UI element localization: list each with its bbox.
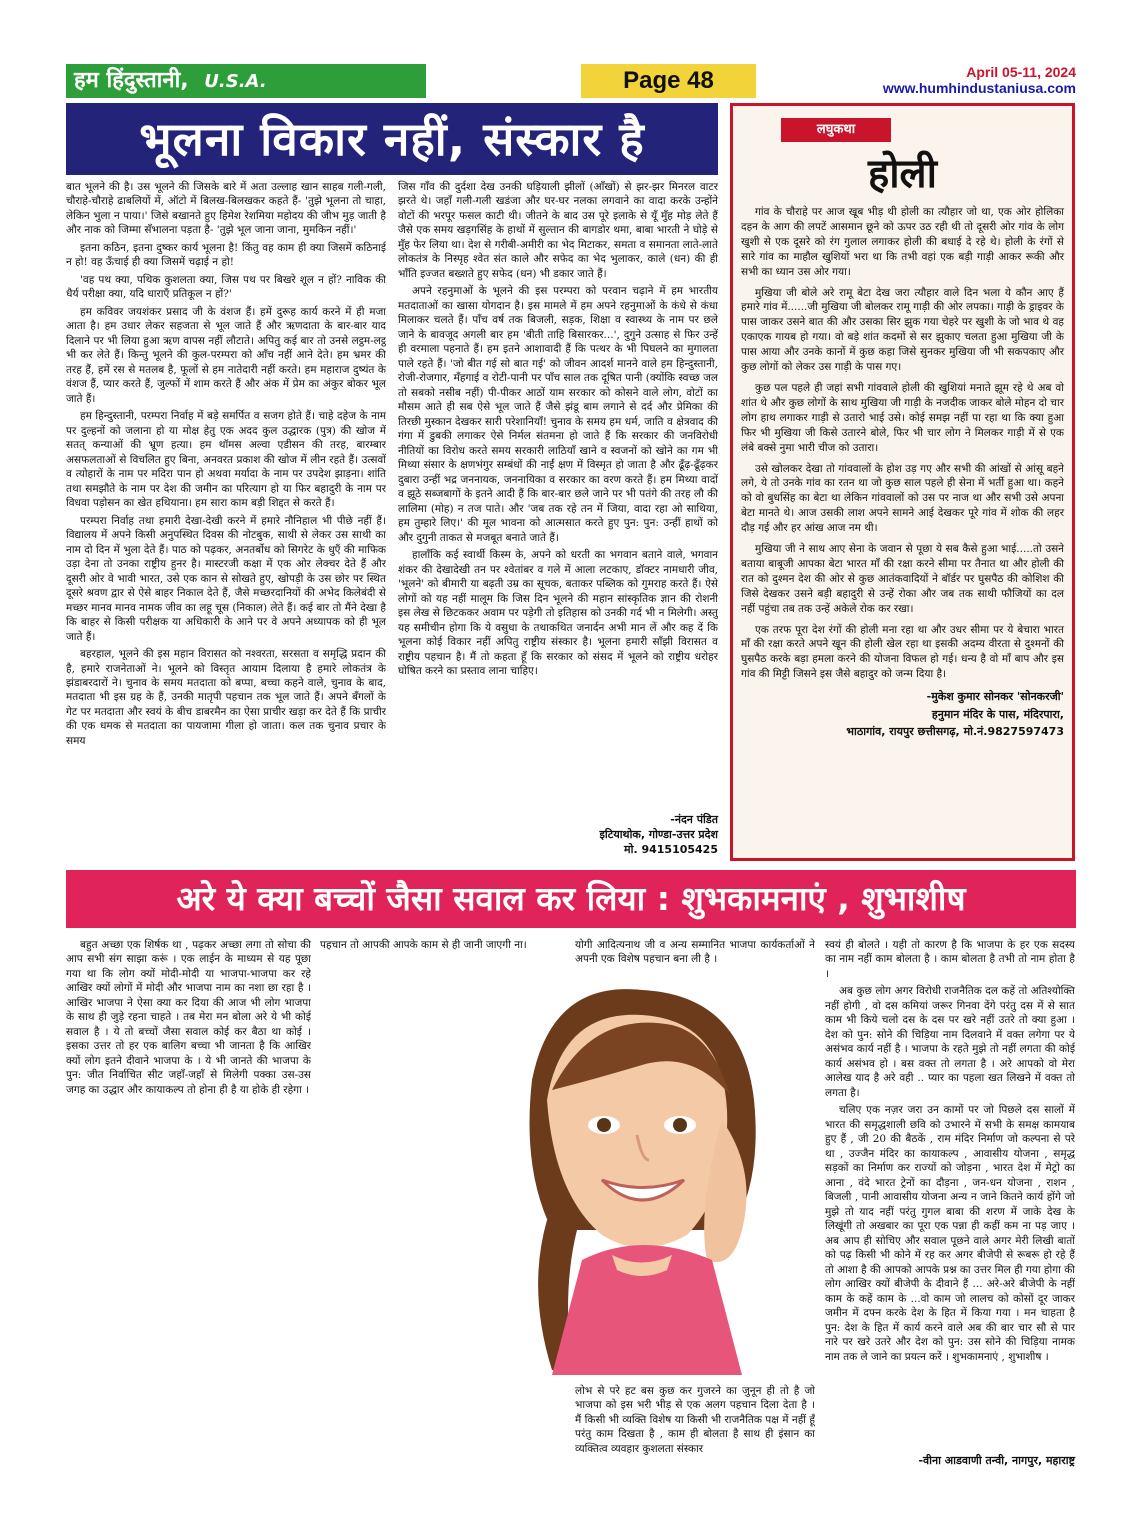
article-2-column-3-bottom xyxy=(575,1384,815,1468)
masthead xyxy=(66,64,1076,102)
brand-suffix: U.S.A. xyxy=(204,71,267,92)
article-2-column-4 xyxy=(825,938,1075,1453)
website-link[interactable]: www.humhindustaniusa.com xyxy=(882,80,1076,96)
paragraph: हालाँकि कई स्वार्थी किस्म के, अपने को धरती का भगवान बताने वाले, भगवान शंकर की देखादेखी तन पर श्वेतांबर व गले में आला लटकाए, डॉक्टर नामधारी जीव, 'भूलने' को बीमारी या बढ़ती उम्र का सूचक, बताकर पब्लिक को गुमराह करते हैं। ऐसे लोगों को यह नहीं मालूम कि जिस दिन भूलने की महान सांस्कृतिक ज्ञान की रोशनी इस लेख से छिटककर अवाम पर पड़ेगी तो इतिहास को उनकी गर्द भी न मिलेगी। अस्तु यह समीचीन होगा कि ये वसुधा के तथाकथित जनार्दन अभी मान लें और कह दें कि भूलना कोई विकार नहीं अपितु राष्ट्रीय संस्कार है। भूलना हमारी साँझी विरासत व राष्ट्रीय पहचान है। मैं तो कहता हूँ कि सरकार को संसद में भूलने को राष्ट्रीय धरोहर घोषित करने का प्रस्ताव लाना चाहिए। xyxy=(398,549,718,677)
paragraph: गांव के चौराहे पर आज खूब भीड़ थी होली का त्यौहार जो था, एक ओर होलिका दहन के आग की लपटें आसमान छूने को ऊपर उठ रही थी तो दूसरी ओर गांव के लोग खुशी से एक दूसरे को रंग गुलाल लगाकर होली की बधाई दे रहे थे। होली के रंगों से सारे गांव का माहौल खुशियों भरा था कि तभी वहां एक बड़ी गाड़ी आकर रूकी और सभी का ध्यान उस ओर गया। xyxy=(741,206,1064,278)
story-title: होली xyxy=(867,151,938,197)
paragraph: स्वयं ही बोलते । यही तो कारण है कि भाजपा के हर एक सदस्य का नाम नहीं काम बोलता है । काम बोलता है तभी तो नाम होता है । xyxy=(825,939,1075,980)
paragraph: 'वह पथ क्या, पथिक कुशलता क्या, जिस पथ पर बिखरे शूल न हों? नाविक की धैर्य परीक्षा क्या, यदि धाराएँ प्रतिकूल न हों?' xyxy=(66,273,386,301)
article-2-column-1 xyxy=(66,938,311,1468)
paragraph: जिस गाँव की दुर्दशा देख उनकी घड़ियाली झीलों (आँखों) से झर-झर मिनरल वाटर झरते थे। जहाँ गली-गली खडंजा और घर-घर नलका लगवाने का वादा करके उन्होंने वोटों की भरपूर फसल काटी थी। जीतने के बाद उस पूरे इलाके से यूँ मुँह मोड़ लेते हैं जैसे एक समय खड़गसिंह के हाथों में सुल्तान की बागडोर थमा, बाबा भारती ने घोड़े से मुँह फेर लिया था। देश से गरीबी-अमीरी का भेद मिटाकर, समता व समानता लाते-लाते लोकतंत्र के निस्पृह श्वेत संत काले और सफेद का भेद भुलाकर, काले (धन) की ही भाँति इज्जत बख्शते हुए सफेद (धन) भी डकार जाते हैं। xyxy=(398,181,718,280)
paragraph: हम कविवर जयशंकर प्रसाद जी के वंशज हैं। हमें दुरूह कार्य करने में ही मजा आता है। हम उधार लेकर सहजता से भूल जाते हैं और ऋणदाता के बार-बार याद दिलाने पर भी लिया हुआ ऋण वापस नहीं लौटाते। अपितु कई बार तो उनसे लट्ठम-लट्ठ भी कर लेते हैं। किन्तु भूलने की कुल-परम्परा को आँच नहीं आने देते। हम भ्रमर की तरह हैं, हमें रस से मतलब है, फूलों से हम नातेदारी नहीं करते। हम महाराज दुष्यंत के वंशज हैं, प्यार करते हैं, जुल्फों में शाम करते हैं और अंक में प्रेम का अंकुर बोकर भूल जाते हैं। xyxy=(66,305,386,405)
article-2-byline: -वीना आडवाणी तन्वी, नागपुर, महाराष्ट्र xyxy=(918,1454,1075,1467)
issue-date: April 05-11, 2024 xyxy=(966,64,1076,80)
paragraph: हम हिन्दुस्तानी, परम्परा निर्वाह में बड़े समर्पित व सजग होते हैं। चाहे दहेज के नाम पर दुल्हनों को जलाना हो या मोक्ष हेतु एक अदद कुल उद्धारक (पुत्र) की खोज में सतत् कन्याओं की भ्रूण हत्या। हम थॉमस अल्वा एडीसन की तरह, बारम्बार असफलताओं से विचलित हुए बिना, अनवरत प्रकाश की खोज में लीन रहते हैं। उत्सवों व त्योहारों के नाम पर मदिरा पान हो अथवा मर्यादा के नाम पर उपदेश झाड़ना। शांति तथा समझौते के नाम पर देश की जमीन का परित्याग हो या फिर बहादुरी के नाम पर विधवा पड़ोसन का खेत हथियाना। हम सारा काम बड़ी शिद्दत से करते हैं। xyxy=(66,410,386,510)
smiling-girl-photo xyxy=(492,970,788,1375)
author-address-2: भाठागांव, रायपुर छत्तीसगढ़, मो.नं.9827597473 xyxy=(846,725,1064,739)
paragraph: बात भूलने की है। उस भूलने की जिसके बारे में अता उल्लाह खान साहब गली-गली, चौराहे-चौराहे ढाबलियों में, ऑटो में बिलख-बिलखकर कहते हैं- 'तुझे भूलना तो चाहा, लेकिन भुला न पाया।' जिसे बखानते हुए हिमेश रेशमिया महोदय की जीभ मुड़ जाती है और नाक को जिम्मा सँभालना पड़ता है- 'तुझे भूल जाना जाना, मुमकिन नहीं।' xyxy=(66,181,386,237)
paragraph: परम्परा निर्वाह तथा हमारी देखा-देखी करने में हमारे नौनिहाल भी पीछे नहीं हैं। विद्यालय में अपने किसी अनुपस्थित दिवस की नोटबुक, साथी से लेकर उस साथी का नाम दो दिन में भुला देते हैं। पाठ को पढ़कर, अनतर्बोध को सिगरेट के धुएँ की माफिक उड़ा देना तो उनका राष्ट्रीय हुनर है। मास्टरजी कक्षा में एक ओर लेक्चर देते हैं और दूसरी ओर वे भावी भारत, उसे एक कान से सोखते हुए, खोपड़ी के उस छोर पर स्थित दूसरे श्रवण द्वार से ऐसे बाहर निकाल देते हैं, जैसे मच्छरदानियों की अभेद किलेबंदी से मच्छर मानव मानव नामक जीव का लहू चूस (निकाल) लेते हैं। कई बार तो मैंने देखा है कि बाहर से किसी परीक्षक या अधिकारी के आने पर वे अपने अध्यापक को ही भूल जाते हैं। xyxy=(66,514,386,643)
author-name: -नंदन पंडित xyxy=(670,813,718,826)
author-mobile: मो. 9415105425 xyxy=(624,843,718,856)
article-2-column-3-top xyxy=(575,938,815,968)
short-story-box xyxy=(730,103,1075,861)
page-number: Page 48 xyxy=(581,64,756,98)
story-byline xyxy=(741,688,1064,741)
paragraph: योगी आदित्यनाथ जी व अन्य सम्मानित भाजपा कार्यकर्ताओं ने अपनी एक विशेष पहचान बना ली है । xyxy=(575,939,815,966)
paragraph: पहचान तो आपकी आपके काम से ही जानी जाएगी ना। xyxy=(320,939,527,951)
paragraph: कुछ पल पहले ही जहां सभी गांववाले होली की खुशियां मनाते झूम रहे थे अब वो शांत थे और कुछ लोगों के साथ मुखिया जी गाड़ी के नजदीक जाकर बोले मोहन दो चार लोग हाथ लगाकर गाड़ी से उतारो भाई उसे। कोई समझ नहीं पा रहा था कि क्या हुआ फिर भी मुखिया जी किसे उतारने बोले, फिर भी चार लोग ने मिलकर गाड़ी में से एक लंबे बक्से नुमा भारी चीज को उतारा। xyxy=(741,381,1064,454)
paragraph: बहरहाल, भूलने की इस महान विरासत को नश्वरता, सरसता व समृद्धि प्रदान की है, हमारे राजनेताओं ने। भूलने को विस्तृत आयाम दिलाया है हमारे लोकतंत्र के झंडाबरदारों ने। चुनाव के समय मतदाता को बप्पा, बच्चा कहने वाले, चुनाव के बाद, मतदाता भी इस ग्रह के हैं, उनकी मातृपी पहचान तक भूल जाते हैं। अपने बँगलों के गेट पर मतदाता और स्वयं के बीच डाबरमैन का ऐसा प्राचीर खड़ा कर देते हैं कि प्राचीर की एक धमक से मतदाता का पायजामा गीला हो जाता। कल तक चुनाव प्रचार के समय xyxy=(66,648,386,747)
article-1-column-1 xyxy=(66,180,386,865)
paragraph: एक तरफ पूरा देश रंगों की होली मना रहा था और उधर सीमा पर ये बेचारा भारत माँ की रक्षा करते अपने खून की होली खेल रहा था इसकी अदम्य वीरता से दुश्मनों की घुसपैठ करके बड़ा हमला करने की योजना विफल हो गई। धन्य है वो माँ बाप और इस गांव की मिट्टी जिसने इस जैसे बहादुर को जन्म दिया है। xyxy=(741,623,1064,681)
author-name: -मुकेश कुमार सोनकर 'सोनकरजी' xyxy=(926,690,1064,704)
article-2-headline: अरे ये क्या बच्चों जैसा सवाल कर लिया : शुभकामनाएं , शुभाशीष xyxy=(66,870,1076,928)
paragraph: चलिए एक नज़र जरा उन कामों पर जो पिछले दस सालों में भारत की समृद्धशाली छवि को उभारने में सभी के समक्ष कामयाब हुए हैं , जी 20 की बैठकें , राम मंदिर निर्माण जो कल्पना से परे था , उज्जैन मंदिर का कायाकल्प , आवासीय योजना , समृद्ध सड़कों का निर्माण कर राज्यों को जोड़ना , भारत देश में मेट्रो का आना , वंदे भारत ट्रेनों का दौड़ना , जन-धन योजना , राशन , बिजली , पानी आवासीय योजना अन्य न जाने कितने कार्य होंगे जो मुझे तो याद नहीं परंतु गुगल बाबा की शरण में जाके देख के लिखूंगी तो अखबार का पूरा एक पन्ना ही कहीं कम ना पड़ जाए । अब आप ही सोचिए और सवाल पूछने वाले अगर मेरी लिखी बातों को पढ़ किसी भी कोने में रह कर अगर बीजेपी से रूबरू हो रहे हैं तो आशा है की आपको आपके प्रश्न का उत्तर मिल ही गया होगा की लोग आखिर क्यों बीजेपी के दीवाने हैं ... अरे-अरे बीजेपी के नहीं काम के कहें काम के ...वो काम जो लालच को कोसों दूर जाकर जमीन में दफ्न करके देश के हित में किया गया । मन चाहता है पुन: देश के हित में कार्य करने वाले अब की बार चार सौ से पार नारे पर खरे उतरे और देश को पुन: उस सोने की चिड़िया नामक नाम तक ले जाने का प्रयत्न करें । शुभकामनाएं , शुभाशीष । xyxy=(825,1104,1075,1363)
paragraph: मुखिया जी ने साथ आए सेना के जवान से पूछा ये सब कैसे हुआ भाई.....तो उसने बताया बाबूजी आपका बेटा भारत माँ की रक्षा करने सीमा पर तैनात था और होली की रात को दुश्मन देश की ओर से कुछ आतंकवादियों ने बॉर्डर पर घुसपैठ की कोशिश की जिसे देखकर उसने बड़ी बहादुरी से उन्हें रोका और जब तक साथी फौजियों का दल नहीं पहुंचा तब तक उन्हें अकेले रोक कर रखा। xyxy=(741,543,1064,615)
paragraph: अब कुछ लोग अगर विरोधी राजनैतिक दल कहें तो अतिश्योक्ति नहीं होगी , वो दस कमियां जरूर गिनवा देंगे परंतु दस में से सात काम भी किये चलो दस के दस पर खरे नहीं उतरे तो क्या हुआ । देश को पुन: सोने की चिड़िया नाम दिलवाने में वक्त लगेगा पर ये असंभव कार्य नहीं है । भाजपा के रहते मुझे तो नहीं लगता की कोई कार्य असंभव हो । बस वक्त तो लगता है । अरे आपको वो मेरा आलेख याद है अरे वही .. प्यार का पहला खत लिखने में वक्त तो लगता है। xyxy=(825,985,1075,1099)
article-1-column-2 xyxy=(398,180,718,808)
paragraph: मुखिया जी बोले अरे रामू बेटा देख जरा त्यौहार वाले दिन भला ये कौन आए हैं हमारे गांव में......जी मुखिया जी बोलकर रामू गाड़ी की ओर लपका। गाड़ी के ड्राइवर के पास जाकर उसने बात की और उसका सिर झुक गया चेहरे पर खुशी के जो भाव थे वह एकाएक गायब हो गया। वो बड़े शांत कदमों से सर झुकाए चलता हुआ मुखिया जी के पास आया और उनके कानों में कुछ कहा जिसे सुनकर मुखिया जी भी सकपकाए और कुछ लोगों को लेकर उस गाड़ी के पास गए। xyxy=(741,286,1064,374)
paragraph: लोभ से परे हट बस कुछ कर गुजरने का जुनून ही तो है जो भाजपा को इस भरी भीड़ से एक अलग पहचान दिला देता है । मैं किसी भी व्यक्ति विशेष या किसी भी राजनैतिक पक्ष में नहीं हूँ परंतु काम दिखता है , काम ही बोलता है साथ ही इंसान का व्यक्तित्व व्यवहार कुशलता संस्कार xyxy=(575,1385,815,1455)
article-1-headline: भूलना विकार नहीं, संस्कार है xyxy=(66,103,718,175)
paragraph: इतना कठिन, इतना दुष्कर कार्य भूलना है! किंतु वह काम ही क्या जिसमें कठिनाई न हो! वह ऊँचाई ही क्या जिसमें चढ़ाई न हो! xyxy=(66,241,386,269)
paragraph: बहुत अच्छा एक शिर्षक था , पढ़कर अच्छा लगा तो सोचा की आप सभी संग साझा करूं । एक लाईन के माध्यम से यह पूछा गया था कि लोग क्यों मोदी-मोदी या भाजपा-भाजपा कर रहे आखिर क्यों लोगों में मोदी और भाजपा नाम का नशा छा रहा है । आखिर भाजपा ने ऐसा क्या कर दिया की आज भी लोग भाजपा के साथ ही जुड़े रहना चाहते । तब मेरा मन बोला अरे ये भी कोई सवाल है । ये तो बच्चों जैसा सवाल कोई कर बैठा था कोई । इसका उत्तर तो हर एक बालिग बच्चा भी जानता है कि आखिर क्यों लोग इतने दीवाने भाजपा के । ये भी जानते की भाजपा के पुन: जीत निर्वाचित सीट जहाँ-जहाँ से मिलेगी पक्का उस-उस जगह का उद्धार और कायाकल्प तो होना ही है या होके ही रहेगा । xyxy=(66,939,311,1096)
author-address: हनुमान मंदिर के पास, मंदिरपारा, xyxy=(931,707,1064,721)
paragraph: अपने रहनुमाओं के भूलने की इस परम्परा को परवान चढ़ाने में हम भारतीय मतदाताओं का खासा योगदान है। इस मामले में हम अपने रहनुमाओं के कंधे से कंधा मिलाकर चलते हैं। पाँच वर्ष तक बिजली, सड़क, शिक्षा व स्वास्थ्य के नाम पर छले जाने के बावजूद अगली बार हम 'बीती ताहि बिसारकर...', दुगुने उत्साह से फिर उन्हें ही वरमाला पहनाते हैं। हम इतने आशावादी हैं कि पत्थर के भी पिघलने का मुगालता पाले रहते हैं। 'जो बीत गई सो बात गई' को जीवन आदर्श मानने वाले हम हिन्दुस्तानी, रोजी-रोजगार, मँहगाई व रोटी-पानी पर पाँच साल तक दूषित पानी (क्योंकि स्वच्छ जल तो सबको नसीब नहीं) पी-पीकर आठों याम सरकार को कोसने वाले लोग, वोटों का मौसम आते ही सब ऐसे भूल जाते हैं जैसे झंडू बाम लगाने से दर्द और प्रेमिका की तिरछी मुस्कान देखकर सारी परेशानियाँ! चुनाव के समय हम धर्म, जाति व क्षेत्रवाद की गंगा में डुबकी लगाकर ऐसे निर्मल संतमना हो जाते हैं कि सरकार की जनविरोधी नीतियों का विरोध करते समय सरकारी लाठियाँ खाने व स्वजनों को खोने का गम भी मिथ्या संसार के क्षणभंगुर सम्बंधों की नाईं क्षण में विस्मृत हो जाता है और ढूँढ़-ढूँढ़कर दुबारा उन्हीं भद्र जननायक, जननायिका व सरकार का वरण करते हैं। हम मिथ्या वादों व झूठे सब्जबागों के इतने आदी हैं कि बार-बार छले जाने पर भी पतंगे की तरह लौ की लालिमा (मोह) न तज पाते। और 'जब तक रहे तन में जिया, वादा रहा ओ साथिया, हम तुम्हारे लिए।' की मूल भावना को आत्मसात करते हुए पुन: पुन: उन्हीं हाथों को और दुगुनी ताकत से मजबूत बनाते जाते हैं। xyxy=(398,285,718,544)
newspaper-brand xyxy=(66,64,426,98)
brand-name: हम हिंदुस्तानी, xyxy=(74,68,189,93)
paragraph: उसे खोलकर देखा तो गांववालों के होश उड़ गए और सभी की आंखों से आंसू बहने लगे, ये तो उनके गांव का रतन था जो कुछ साल पहले ही सेना में भर्ती हुआ था। कहने को वो बुधसिंह का बेटा था लेकिन गांववालों को उस पर नाज था और सभी उसे अपना बेटा मानते थे। आज उसकी लाश अपने सामने आई देखकर पूरे गांव में शोक की लहर दौड़ गई और हर आंख आज नम थी। xyxy=(741,462,1064,535)
story-category-tag: लघुकथा xyxy=(781,118,891,142)
article-1-byline xyxy=(398,812,718,857)
author-place: इटियाथोक, गोण्डा-उत्तर प्रदेश xyxy=(599,828,718,841)
story-body xyxy=(741,205,1064,682)
